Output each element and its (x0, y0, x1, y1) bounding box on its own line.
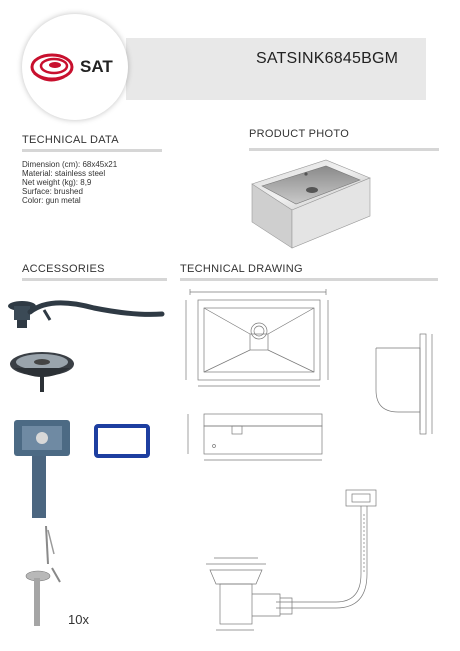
product-photo-divider (249, 148, 439, 151)
quantity-label: 10x (68, 612, 89, 627)
spec-dimension: Dimension (cm): 68x45x21 (22, 160, 118, 169)
technical-data-title: TECHNICAL DATA (22, 134, 119, 146)
gasket-seal-icon (94, 424, 150, 458)
technical-drawing-title: TECHNICAL DRAWING (180, 263, 303, 275)
brand-logo (22, 14, 128, 120)
spec-color: Color: gun metal (22, 196, 81, 205)
spec-list (22, 160, 117, 205)
overflow-assembly-icon (12, 418, 76, 522)
top-view-drawing (180, 286, 340, 396)
header-bar (126, 38, 426, 100)
spec-material: Material: stainless steel (22, 169, 106, 178)
side-view-drawing (368, 330, 438, 440)
sink-photo (248, 156, 373, 251)
strainer-basket-icon (4, 346, 80, 398)
brand-name: SAT (80, 57, 113, 76)
technical-drawing-divider (180, 278, 438, 281)
fixing-clip-icon (22, 524, 72, 630)
product-photo-title: PRODUCT PHOTO (249, 128, 350, 140)
drain-hose-icon (4, 290, 172, 336)
drain-kit-drawing (196, 484, 396, 644)
technical-data-divider (22, 149, 162, 152)
spec-weight: Net weight (kg): 8,9 (22, 178, 92, 187)
accessories-title: ACCESSORIES (22, 263, 105, 275)
spec-surface: Surface: brushed (22, 187, 83, 196)
front-view-drawing (180, 408, 330, 466)
accessories-divider (22, 278, 167, 281)
product-model: SATSINK6845BGM (256, 50, 399, 67)
